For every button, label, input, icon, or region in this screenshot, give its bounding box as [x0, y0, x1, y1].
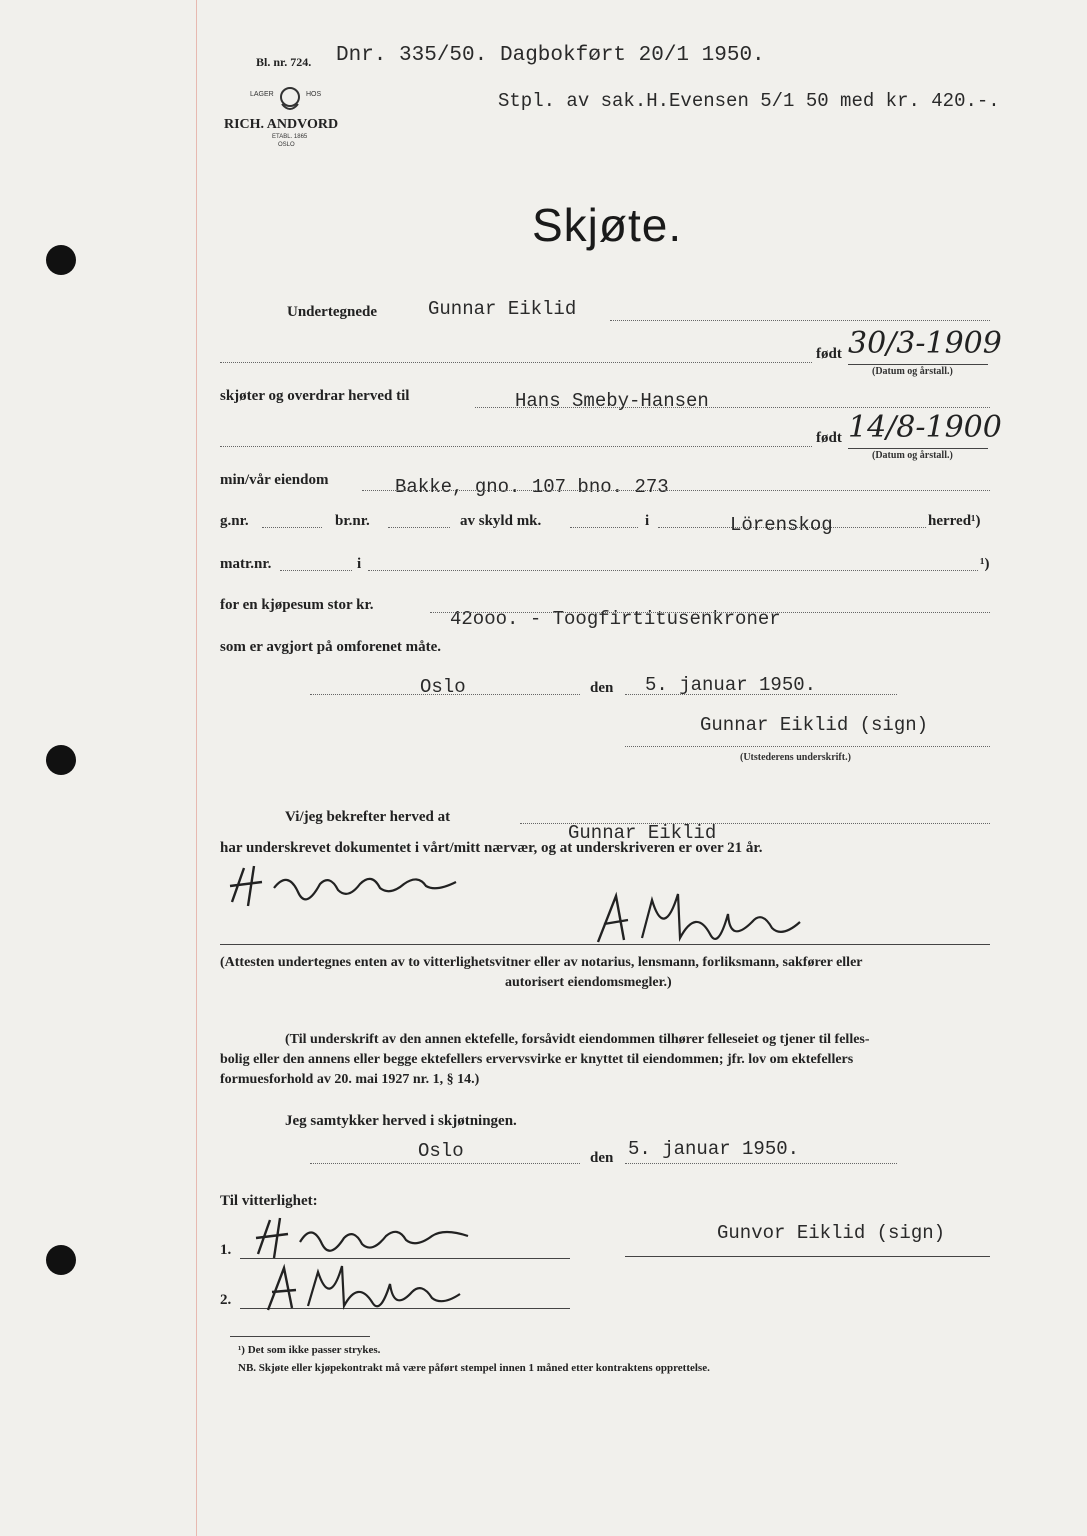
- punch-hole: [46, 745, 76, 775]
- consent-den-label: den: [590, 1150, 614, 1166]
- spouse-signature: Gunvor Eiklid (sign): [717, 1222, 946, 1244]
- seller-born-date: 30/3-1909: [848, 326, 1002, 361]
- seller-label: Undertegnede: [287, 304, 377, 320]
- buyer-born-hint: (Datum og årstall.): [872, 450, 953, 461]
- spouse-note-2: bolig eller den annens eller begge ektefellers ervervsvirke er knyttet til eiendommen; jfr. lov om ektefellers: [220, 1052, 854, 1067]
- signing-den-label: den: [590, 680, 614, 696]
- consent-text: Jeg samtykker herved i skjøtningen.: [285, 1113, 517, 1129]
- buyer-label: skjøter og overdrar herved til: [220, 388, 410, 404]
- svg-text:HOS: HOS: [306, 91, 322, 98]
- price-label: for en kjøpesum stor kr.: [220, 597, 374, 613]
- buyer-born-date: 14/8-1900: [848, 410, 1002, 445]
- seller-born-hint: (Datum og årstall.): [872, 366, 953, 377]
- spouse-note-1: (Til underskrift av den annen ektefelle, forsåvidt eiendommen tilhører felleseiet og tjener til felles-: [285, 1032, 870, 1047]
- attest-label: Vi/jeg bekrefter herved at: [285, 809, 451, 825]
- brnr-label: br.nr.: [335, 513, 370, 529]
- attest-note-2: autorisert eiendomsmegler.): [505, 975, 672, 990]
- paid-text: som er avgjort på omforenet måte.: [220, 639, 442, 655]
- attest-text: har underskrevet dokumentet i vårt/mitt nærvær, og at underskriveren er over 21 år.: [220, 840, 763, 856]
- herred-i-label: i: [645, 513, 650, 529]
- price-value: 42ooo. - Toogfirtitusenkroner: [450, 608, 781, 630]
- svg-text:RICH. ANDVORD: RICH. ANDVORD: [224, 117, 339, 132]
- property-value: Bakke, gno. 107 bno. 273: [395, 476, 669, 498]
- matr-footnote-mark: ¹): [980, 556, 990, 572]
- form-number: Bl. nr. 724.: [256, 55, 312, 69]
- svg-text:OSLO: OSLO: [278, 142, 295, 148]
- attest-note: (Attesten undertegnes enten av to vitterlighetsvitner eller av notarius, lensmann, forliksmann, sakfører eller: [220, 955, 863, 970]
- seller-born-label: født: [816, 346, 842, 362]
- svg-text:LAGER: LAGER: [250, 91, 274, 98]
- consent-witness1-signature: [246, 1214, 506, 1265]
- signing-place: Oslo: [420, 676, 466, 698]
- margin-line: [196, 0, 197, 1536]
- attest-name: Gunnar Eiklid: [568, 822, 717, 844]
- punch-hole: [46, 245, 76, 275]
- buyer-born-label: født: [816, 430, 842, 446]
- signature-hint: (Utstederens underskrift.): [740, 752, 851, 763]
- footnote-2: NB. Skjøte eller kjøpekontrakt må være påført stempel innen 1 måned etter kontraktens opprettelse.: [238, 1362, 710, 1374]
- punch-hole: [46, 1245, 76, 1275]
- vitterlighet-label: Til vitterlighet:: [220, 1193, 318, 1209]
- seller-signature: Gunnar Eiklid (sign): [700, 714, 929, 736]
- dnr: Dnr. 335/50.: [336, 44, 488, 67]
- matr-i-label: i: [357, 556, 362, 572]
- witness2-signature: [588, 890, 858, 955]
- consent-witness2-signature: [258, 1262, 518, 1321]
- matr-label: matr.nr.: [220, 556, 272, 572]
- document-title: Skjøte.: [532, 199, 683, 251]
- signing-date: 5. januar 1950.: [645, 674, 817, 696]
- herred-value: Lörenskog: [730, 514, 833, 536]
- property-label: min/vår eiendom: [220, 472, 329, 488]
- dagbok-entry: Dagbokført 20/1 1950.: [500, 44, 765, 67]
- witness1-signature: [222, 862, 492, 917]
- svg-text:ETABL. 1865: ETABL. 1865: [272, 134, 308, 140]
- seller-name: Gunnar Eiklid: [428, 298, 577, 320]
- buyer-name: Hans Smeby-Hansen: [515, 390, 709, 412]
- herred-label: herred¹): [928, 513, 981, 529]
- spouse-note-3: formuesforhold av 20. mai 1927 nr. 1, § 14.): [220, 1072, 480, 1087]
- footnote-1: ¹) Det som ikke passer strykes.: [238, 1344, 381, 1356]
- stamp-line: Stpl. av sak.H.Evensen 5/1 50 med kr. 420.-.: [498, 90, 1000, 112]
- andvord-logo: [222, 82, 362, 152]
- consent-date: 5. januar 1950.: [628, 1138, 800, 1160]
- gnr-label: g.nr.: [220, 513, 249, 529]
- witness-1-number: 1.: [220, 1242, 232, 1258]
- consent-place: Oslo: [418, 1140, 464, 1162]
- witness-2-number: 2.: [220, 1292, 232, 1308]
- skyld-label: av skyld mk.: [460, 513, 542, 529]
